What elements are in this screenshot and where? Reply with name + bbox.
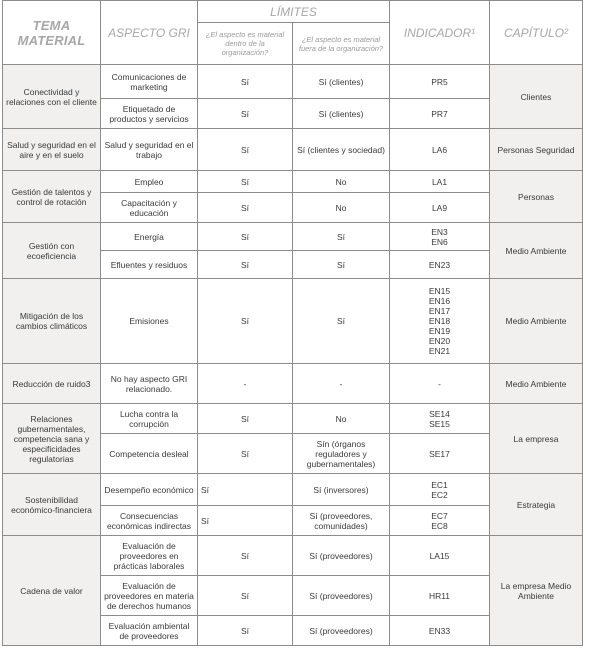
dentro-cell: Sí — [198, 404, 293, 434]
aspecto-cell: Competencia desleal — [101, 434, 198, 474]
aspecto-cell: Empleo — [101, 171, 198, 193]
fuera-cell: No — [293, 171, 390, 193]
indicador-cell: LA6 — [390, 129, 490, 171]
dentro-cell: - — [198, 364, 293, 404]
table-row — [3, 279, 583, 364]
aspecto-cell: Etiquetado de productos y servicios — [101, 99, 198, 129]
capitulo-cell: La empresa — [490, 404, 583, 474]
indicador-cell: EN15 EN16 EN17 EN18 EN19 EN20 EN21 — [390, 279, 490, 364]
tema-cell: Conectividad y relaciones con el cliente — [3, 65, 101, 129]
capitulo-cell: Personas Seguridad — [490, 129, 583, 171]
indicador-cell: PR5 — [390, 65, 490, 99]
tema-cell: Reducción de ruido3 — [3, 364, 101, 404]
aspecto-cell: Consecuencias económicas indirectas — [101, 506, 198, 536]
header-indicador: INDICADOR¹ — [390, 1, 490, 65]
fuera-cell: Sí (clientes) — [293, 65, 390, 99]
table-row — [3, 223, 583, 251]
header-capitulo: CAPÍTULO² — [490, 1, 583, 65]
capitulo-cell: La empresa Medio Ambiente — [490, 536, 583, 646]
aspecto-cell: Desempeño económico — [101, 474, 198, 506]
table-header — [3, 1, 583, 65]
aspecto-cell: No hay aspecto GRI relacionado. — [101, 364, 198, 404]
dentro-cell: Sí — [198, 223, 293, 251]
indicador-cell: SE17 — [390, 434, 490, 474]
indicador-cell: LA15 — [390, 536, 490, 576]
aspecto-cell: Salud y seguridad en el trabajo — [101, 129, 198, 171]
dentro-cell: Sí — [198, 536, 293, 576]
fuera-cell: Sí (inversores) — [293, 474, 390, 506]
dentro-cell: Sí — [198, 251, 293, 279]
dentro-cell: Sí — [198, 474, 293, 506]
aspecto-cell: Energía — [101, 223, 198, 251]
fuera-cell: Sí (proveedores) — [293, 536, 390, 576]
fuera-cell: Sí (proveedores) — [293, 616, 390, 646]
aspecto-cell: Evaluación de proveedores en materia de derechos humanos — [101, 576, 198, 616]
aspecto-cell: Evaluación ambiental de proveedores — [101, 616, 198, 646]
dentro-cell: Sí — [198, 616, 293, 646]
indicador-cell: - — [390, 364, 490, 404]
dentro-cell: Sí — [198, 434, 293, 474]
indicador-cell: LA9 — [390, 193, 490, 223]
table-row — [3, 404, 583, 434]
indicador-cell: EN33 — [390, 616, 490, 646]
capitulo-cell: Medio Ambiente — [490, 223, 583, 279]
material-topics-table — [2, 0, 583, 646]
indicador-cell: LA1 — [390, 171, 490, 193]
tema-cell: Salud y seguridad en el aire y en el suelo — [3, 129, 101, 171]
dentro-cell: Sí — [198, 576, 293, 616]
capitulo-cell: Medio Ambiente — [490, 279, 583, 364]
indicador-cell: EC7 EC8 — [390, 506, 490, 536]
aspecto-cell: Evaluación de proveedores en prácticas laborales — [101, 536, 198, 576]
indicador-cell: HR11 — [390, 576, 490, 616]
aspecto-cell: Capacitación y educación — [101, 193, 198, 223]
capitulo-cell: Personas — [490, 171, 583, 223]
header-dentro: ¿El aspecto es material dentro de la organización? — [198, 23, 293, 65]
dentro-cell: Sí — [198, 193, 293, 223]
capitulo-cell: Clientes — [490, 65, 583, 129]
aspecto-cell: Emisiones — [101, 279, 198, 364]
dentro-cell: Sí — [198, 99, 293, 129]
dentro-cell: Sí — [198, 506, 293, 536]
table-row — [3, 474, 583, 506]
dentro-cell: Sí — [198, 65, 293, 99]
indicador-cell: EN23 — [390, 251, 490, 279]
fuera-cell: Sí — [293, 251, 390, 279]
capitulo-cell: Estrategia — [490, 474, 583, 536]
header-fuera: ¿El aspecto es material fuera de la organización? — [293, 23, 390, 65]
dentro-cell: Sí — [198, 129, 293, 171]
header-limites: LÍMITES — [198, 1, 390, 23]
indicador-cell: PR7 — [390, 99, 490, 129]
table-row — [3, 171, 583, 193]
tema-cell: Relaciones gubernamentales, competencia sana y especificidades regulatorias — [3, 404, 101, 474]
fuera-cell: Sí — [293, 279, 390, 364]
table-row — [3, 364, 583, 404]
fuera-cell: Sí — [293, 223, 390, 251]
fuera-cell: Sín (órganos reguladores y gubernamentales) — [293, 434, 390, 474]
table-row — [3, 536, 583, 576]
fuera-cell: Sí (proveedores, comunidades) — [293, 506, 390, 536]
aspecto-cell: Efluentes y residuos — [101, 251, 198, 279]
tema-cell: Mitigación de los cambios climáticos — [3, 279, 101, 364]
dentro-cell: Sí — [198, 171, 293, 193]
table-body — [3, 65, 583, 646]
indicador-cell: EC1 EC2 — [390, 474, 490, 506]
aspecto-cell: Lucha contra la corrupción — [101, 404, 198, 434]
dentro-cell: Sí — [198, 279, 293, 364]
fuera-cell: Sí (proveedores) — [293, 576, 390, 616]
indicador-cell: EN3 EN6 — [390, 223, 490, 251]
capitulo-cell: Medio Ambiente — [490, 364, 583, 404]
fuera-cell: No — [293, 404, 390, 434]
table-row — [3, 65, 583, 99]
tema-cell: Cadena de valor — [3, 536, 101, 646]
fuera-cell: - — [293, 364, 390, 404]
table-row — [3, 129, 583, 171]
tema-cell: Gestión de talentos y control de rotación — [3, 171, 101, 223]
fuera-cell: Sí (clientes y sociedad) — [293, 129, 390, 171]
aspecto-cell: Comunicaciones de marketing — [101, 65, 198, 99]
fuera-cell: Sí (clientes) — [293, 99, 390, 129]
header-tema: TEMA MATERIAL — [3, 1, 101, 65]
fuera-cell: No — [293, 193, 390, 223]
indicador-cell: SE14 SE15 — [390, 404, 490, 434]
tema-cell: Sostenibilidad económico-financiera — [3, 474, 101, 536]
tema-cell: Gestión con ecoeficiencia — [3, 223, 101, 279]
header-aspecto: ASPECTO GRI — [101, 1, 198, 65]
